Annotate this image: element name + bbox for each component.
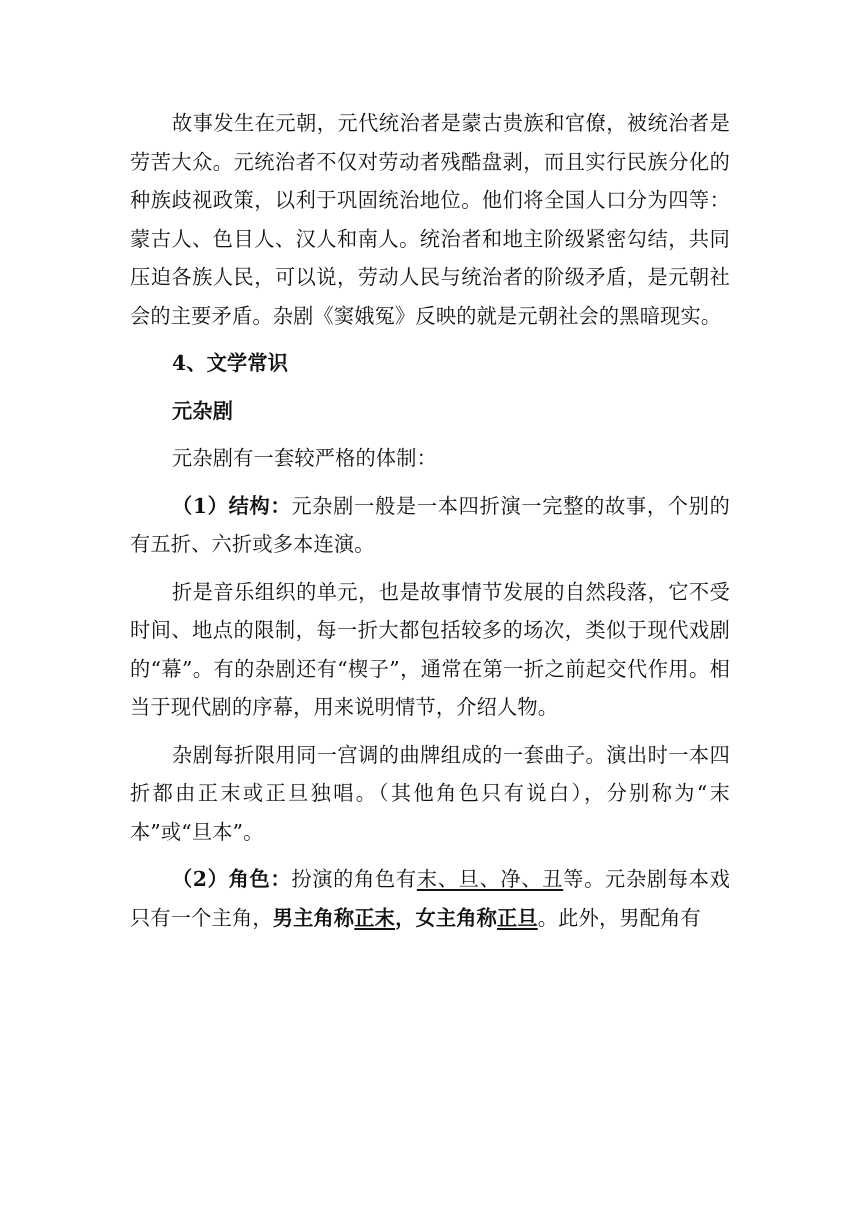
female-lead-prefix: 女主角称 — [415, 905, 498, 930]
female-lead-role: 正旦 — [497, 905, 538, 930]
document-body — [130, 104, 730, 937]
structure-label: （1）结构： — [172, 493, 292, 518]
roles-text-2: 等。元杂剧每本戏只有一个主角， — [130, 867, 730, 930]
roles-list: 末、旦、净、丑 — [416, 867, 564, 891]
subsection-heading: 元杂剧 — [172, 398, 234, 423]
paragraph-roles — [130, 860, 730, 937]
paragraph-zhe: 折是音乐组织的单元，也是故事情节发展的自然段落，它不受时间、地点的限制，每一折大都包括较多的场次，类似于现代戏剧的“幕”。有的杂剧还有“楔子”，通常在第一折之前起交代作用。相当于现代剧的序幕，用来说明情节，介绍人物。 — [130, 579, 730, 719]
male-lead-role: 正末 — [354, 905, 396, 930]
male-lead-prefix: 男主角称 — [272, 905, 355, 930]
paragraph-intro: 元杂剧有一套较严格的体制： — [172, 446, 438, 470]
roles-label: （2）角色： — [172, 867, 292, 891]
roles-text-3: 。此外，男配角有 — [537, 905, 701, 930]
paragraph-structure — [130, 487, 730, 564]
paragraph-qupai: 杂剧每折限用同一宫调的曲牌组成的一套曲子。演出时一本四折都由正末或正旦独唱。（其他角色只有说白），分别称为“末本”或“旦本”。 — [130, 742, 730, 844]
paragraph-historical-background: 故事发生在元朝，元代统治者是蒙古贵族和官僚，被统治者是劳苦大众。元统治者不仅对劳动者残酷盘剥，而且实行民族分化的种族歧视政策，以利于巩固统治地位。他们将全国人口分为四等：蒙古人、色目人、汉人和南人。统治者和地主阶级紧密勾结，共同压迫各族人民，可以说，劳动人民与统治者的阶级矛盾，是元朝社会的主要矛盾。杂剧《窦娥冤》反映的就是元朝社会的黑暗现实。 — [130, 111, 730, 328]
section-heading: 4、文学常识 — [172, 351, 289, 375]
roles-comma: ， — [395, 905, 416, 930]
structure-text: 元杂剧一般是一本四折演一完整的故事，个别的有五折、六折或多本连演。 — [130, 493, 731, 556]
roles-text-1: 扮演的角色有 — [291, 867, 417, 891]
